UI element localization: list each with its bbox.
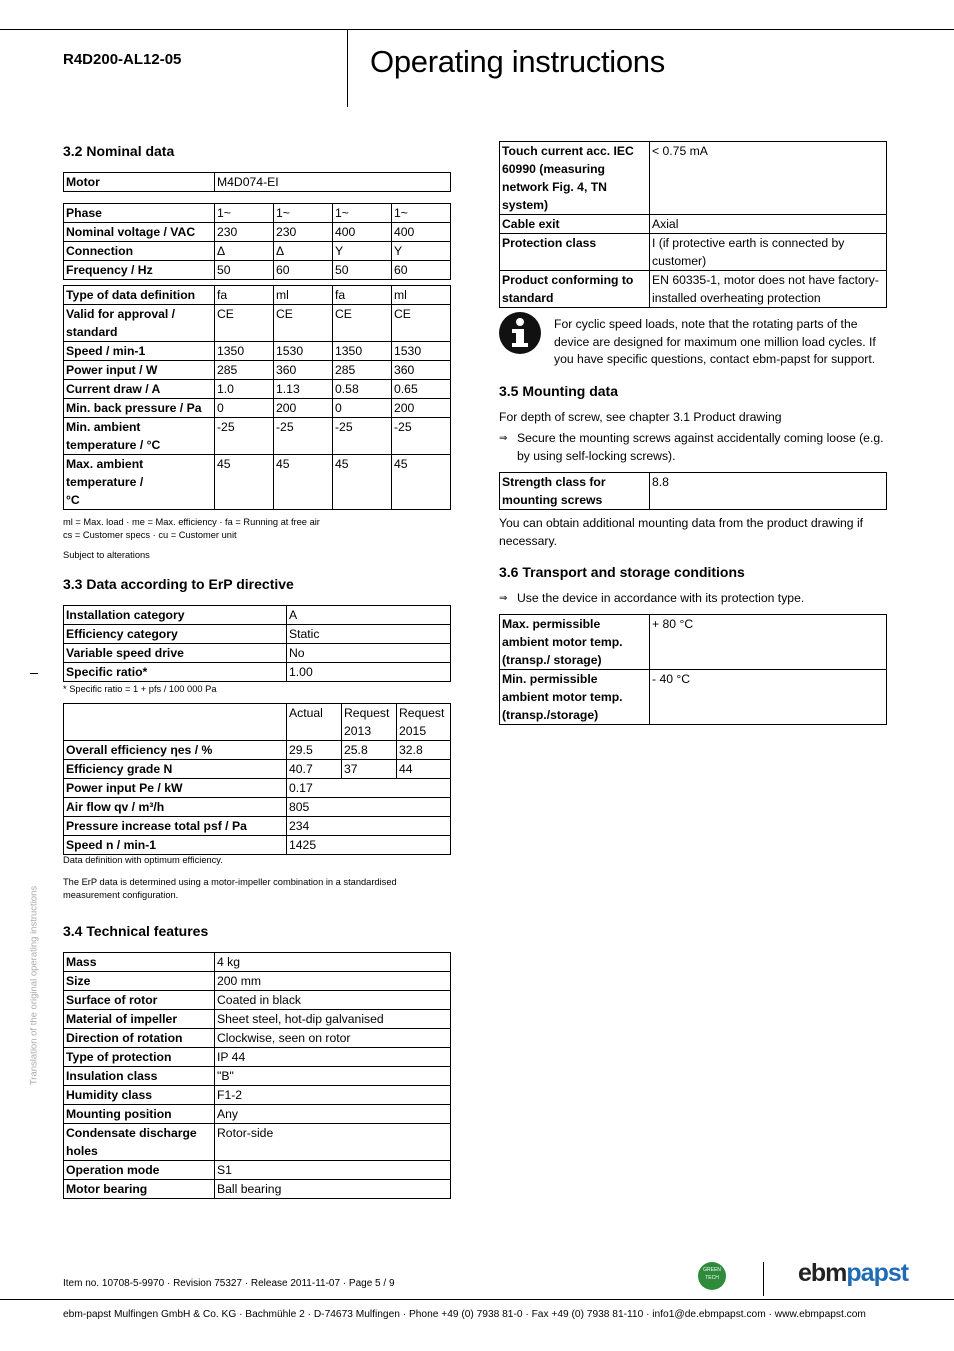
cell-label: Valid for approval / standard (64, 305, 215, 342)
cell-label: Phase (64, 204, 215, 223)
cell: Coated in black (215, 991, 451, 1010)
cell: Clockwise, seen on rotor (215, 1029, 451, 1048)
cell: -25 (215, 418, 274, 455)
col-header: Request 2013 (342, 704, 397, 741)
info-text: For cyclic speed loads, note that the rotating parts of the device are designed for maximum one million load cycles. If you have specific questions, contact ebm-papst for support. (554, 317, 876, 366)
legend-note-2: cs = Customer specs · cu = Customer unit (63, 530, 237, 540)
cell: I (if protective earth is connected by customer) (650, 234, 887, 271)
model-number: R4D200-AL12-05 (63, 51, 182, 68)
motor-table (63, 172, 451, 192)
cell: CE (215, 305, 274, 342)
tech-heading: 3.4 Technical features (63, 923, 209, 939)
cell-label: Touch current acc. IEC 60990 (measuring network Fig. 4, TN system) (500, 142, 650, 215)
badge-text: GREEN TECH (703, 1267, 721, 1281)
cell: fa (333, 286, 392, 305)
cell: 1.00 (287, 663, 451, 682)
cell: 285 (333, 361, 392, 380)
table-row (64, 261, 451, 280)
cell: 0.58 (333, 380, 392, 399)
table-row (64, 1105, 451, 1124)
cell: Ball bearing (215, 1180, 451, 1199)
table-row (64, 1086, 451, 1105)
cell: Static (287, 625, 451, 644)
cell: "B" (215, 1067, 451, 1086)
table-row (64, 1029, 451, 1048)
cell-label: Size (64, 972, 215, 991)
cell: CE (392, 305, 451, 342)
table-row (64, 342, 451, 361)
table-row (500, 473, 887, 510)
side-translation-note: Translation of the original operating instructions (28, 885, 40, 1086)
ebmpapst-logo (798, 1259, 908, 1288)
cell: 1530 (392, 342, 451, 361)
motor-value: M4D074-EI (215, 173, 451, 192)
table-row (64, 663, 451, 682)
cell-label: Efficiency grade N (64, 760, 287, 779)
cell: CE (274, 305, 333, 342)
electrical-table (63, 203, 451, 280)
table-row (64, 455, 451, 510)
cell-label: Type of data definition (64, 286, 215, 305)
cell: 285 (215, 361, 274, 380)
table-row (64, 1124, 451, 1161)
cell: Y (333, 242, 392, 261)
cell-label: Direction of rotation (64, 1029, 215, 1048)
cell: 0 (333, 399, 392, 418)
cell-label: Installation category (64, 606, 287, 625)
cell: 230 (274, 223, 333, 242)
arrow-icon: ⇒ (499, 433, 508, 444)
table-row (64, 418, 451, 455)
cell-label: Current draw / A (64, 380, 215, 399)
arrow-icon: ⇒ (499, 593, 508, 604)
cell: 1425 (287, 836, 451, 855)
ratio-note: * Specific ratio = 1 + pfs / 100 000 Pa (63, 684, 217, 694)
header-top-rule (0, 29, 954, 30)
footer-rule (0, 1299, 954, 1300)
cell-label: Surface of rotor (64, 991, 215, 1010)
cell-label: Motor bearing (64, 1180, 215, 1199)
cell: fa (215, 286, 274, 305)
cell-label: Speed n / min-1 (64, 836, 287, 855)
cell-label: Overall efficiency ηes / % (64, 741, 287, 760)
cell: 45 (333, 455, 392, 510)
page-title: Operating instructions (370, 44, 665, 79)
bullet-text: Secure the mounting screws against accidentally coming loose (e.g. by using self-locking screws). (517, 431, 884, 463)
table-row (64, 798, 451, 817)
cell-label: Specific ratio* (64, 663, 287, 682)
cell-label: Max. ambient temperature / °C (64, 455, 215, 510)
table-row (64, 1161, 451, 1180)
cell: 32.8 (397, 741, 451, 760)
table-row (500, 215, 887, 234)
cell: 400 (392, 223, 451, 242)
mounting-heading: 3.5 Mounting data (499, 383, 618, 399)
cell: Y (392, 242, 451, 261)
col-header: Request 2015 (397, 704, 451, 741)
cell-label: Power input / W (64, 361, 215, 380)
cell: Sheet steel, hot-dip galvanised (215, 1010, 451, 1029)
cell: 37 (342, 760, 397, 779)
table-row (64, 173, 451, 192)
cell: 1.0 (215, 380, 274, 399)
cell: ml (274, 286, 333, 305)
cell: A (287, 606, 451, 625)
table-row (64, 704, 451, 741)
cell: 1~ (274, 204, 333, 223)
cell: -25 (333, 418, 392, 455)
cell: - 40 °C (650, 670, 887, 725)
table-row (64, 305, 451, 342)
cell: 1.13 (274, 380, 333, 399)
cell-label: Operation mode (64, 1161, 215, 1180)
header-divider (347, 29, 348, 107)
table-row (64, 625, 451, 644)
cell: 25.8 (342, 741, 397, 760)
table-row (64, 779, 451, 798)
cell-label: Connection (64, 242, 215, 261)
cell: 1~ (392, 204, 451, 223)
legend-note-1: ml = Max. load · me = Max. efficiency · fa = Running at free air (63, 517, 320, 527)
cell: No (287, 644, 451, 663)
cell: ml (392, 286, 451, 305)
transport-heading: 3.6 Transport and storage conditions (499, 564, 745, 580)
cell: 0.17 (287, 779, 451, 798)
info-icon (499, 312, 541, 354)
cell-label: Min. back pressure / Pa (64, 399, 215, 418)
cell: 1~ (215, 204, 274, 223)
cell-label: Speed / min-1 (64, 342, 215, 361)
cell: 60 (274, 261, 333, 280)
cell-label: Power input Pe / kW (64, 779, 287, 798)
cell-label: Air flow qv / m³/h (64, 798, 287, 817)
mounting-text-2: You can obtain additional mounting data from the product drawing if necessary. (499, 516, 864, 548)
table-row (64, 760, 451, 779)
cell: 45 (274, 455, 333, 510)
cell-label: Insulation class (64, 1067, 215, 1086)
erp-category-table (63, 605, 451, 682)
cell: IP 44 (215, 1048, 451, 1067)
transport-table (499, 614, 887, 725)
mounting-text-1: For depth of screw, see chapter 3.1 Product drawing (499, 410, 782, 424)
cell: CE (333, 305, 392, 342)
cell-label: Protection class (500, 234, 650, 271)
table-row (64, 361, 451, 380)
table-row (64, 380, 451, 399)
cell: 0 (215, 399, 274, 418)
table-row (64, 644, 451, 663)
cell: Δ (274, 242, 333, 261)
cell: S1 (215, 1161, 451, 1180)
cell: 50 (333, 261, 392, 280)
table-row (64, 1067, 451, 1086)
cell: 200 mm (215, 972, 451, 991)
cell: 40.7 (287, 760, 342, 779)
margin-tick (30, 673, 38, 674)
cell: Δ (215, 242, 274, 261)
logo-part-b: papst (846, 1259, 909, 1287)
table-row (64, 1010, 451, 1029)
table-row (64, 953, 451, 972)
cell: 60 (392, 261, 451, 280)
table-row (64, 242, 451, 261)
table-row (64, 836, 451, 855)
cell: 360 (392, 361, 451, 380)
erp-efficiency-table (63, 703, 451, 855)
cell: 1350 (215, 342, 274, 361)
cell: < 0.75 mA (650, 142, 887, 215)
cell-label: Frequency / Hz (64, 261, 215, 280)
table-row (500, 234, 887, 271)
cell-label: Pressure increase total psf / Pa (64, 817, 287, 836)
cell: 50 (215, 261, 274, 280)
cell: 29.5 (287, 741, 342, 760)
cell-label: Condensate discharge holes (64, 1124, 215, 1161)
cell: 360 (274, 361, 333, 380)
logo-part-a: ebm (798, 1259, 847, 1287)
cell: 400 (333, 223, 392, 242)
cell: EN 60335-1, motor does not have factory-installed overheating protection (650, 271, 887, 308)
cell-label: Mass (64, 953, 215, 972)
electrical-safety-table (499, 141, 887, 308)
table-row (500, 670, 887, 725)
cell-label: Cable exit (500, 215, 650, 234)
footer-divider (763, 1262, 764, 1296)
erp-note-2: The ErP data is determined using a motor-impeller combination in a standardised measurement configuration. (63, 877, 397, 900)
cell: + 80 °C (650, 615, 887, 670)
table-row (64, 1180, 451, 1199)
table-row (64, 204, 451, 223)
cell: 1530 (274, 342, 333, 361)
table-row (64, 1048, 451, 1067)
footer-address: ebm-papst Mulfingen GmbH & Co. KG · Bachmühle 2 · D-74673 Mulfingen · Phone +49 (0) 7938 81-0 · Fax +49 (0) 7938 81-110 · info1@de.ebmpapst.com · www.ebmpapst.com (63, 1309, 866, 1320)
cell: Rotor-side (215, 1124, 451, 1161)
cell: 230 (215, 223, 274, 242)
cell: -25 (392, 418, 451, 455)
strength-table (499, 472, 887, 510)
cell: 45 (215, 455, 274, 510)
cell-label: Min. ambient temperature / °C (64, 418, 215, 455)
erp-heading: 3.3 Data according to ErP directive (63, 576, 294, 592)
cell-label: Min. permissible ambient motor temp. (transp./storage) (500, 670, 650, 725)
erp-note-1: Data definition with optimum efficiency. (63, 855, 223, 865)
table-row (64, 991, 451, 1010)
alterations-note: Subject to alterations (63, 550, 150, 560)
bullet-text: Use the device in accordance with its protection type. (517, 591, 805, 605)
cell: 1350 (333, 342, 392, 361)
cell-label: Nominal voltage / VAC (64, 223, 215, 242)
cell: 805 (287, 798, 451, 817)
cell: F1-2 (215, 1086, 451, 1105)
cell: 1~ (333, 204, 392, 223)
cell: -25 (274, 418, 333, 455)
performance-table (63, 285, 451, 510)
cell-label: Type of protection (64, 1048, 215, 1067)
cell: 8.8 (650, 473, 887, 510)
table-row (500, 615, 887, 670)
table-row (500, 142, 887, 215)
cell-label: Material of impeller (64, 1010, 215, 1029)
cell-label: Variable speed drive (64, 644, 287, 663)
cell-label: Mounting position (64, 1105, 215, 1124)
cell-label: Strength class for mounting screws (500, 473, 650, 510)
cell: 45 (392, 455, 451, 510)
cell-empty (64, 704, 287, 741)
cell-label: Humidity class (64, 1086, 215, 1105)
col-header: Actual (287, 704, 342, 741)
footer-item-info: Item no. 10708-5-9970 · Revision 75327 · Release 2011-11-07 · Page 5 / 9 (63, 1278, 395, 1289)
transport-bullet (499, 590, 889, 608)
cell: 4 kg (215, 953, 451, 972)
greentech-badge-icon (698, 1262, 726, 1290)
cell: 234 (287, 817, 451, 836)
cell: Axial (650, 215, 887, 234)
table-row (64, 606, 451, 625)
cell-label: Max. permissible ambient motor temp. (transp./ storage) (500, 615, 650, 670)
table-row (64, 741, 451, 760)
table-row (64, 972, 451, 991)
nominal-heading: 3.2 Nominal data (63, 143, 175, 159)
cell: 44 (397, 760, 451, 779)
table-row (64, 817, 451, 836)
table-row (64, 399, 451, 418)
motor-label: Motor (64, 173, 215, 192)
cell: Any (215, 1105, 451, 1124)
tech-table (63, 952, 451, 1199)
cell-label: Product conforming to standard (500, 271, 650, 308)
cell: 200 (274, 399, 333, 418)
table-row (64, 286, 451, 305)
mounting-bullet (499, 430, 889, 465)
table-row (500, 271, 887, 308)
cell: 0.65 (392, 380, 451, 399)
table-row (64, 223, 451, 242)
cell: 200 (392, 399, 451, 418)
cell-label: Efficiency category (64, 625, 287, 644)
